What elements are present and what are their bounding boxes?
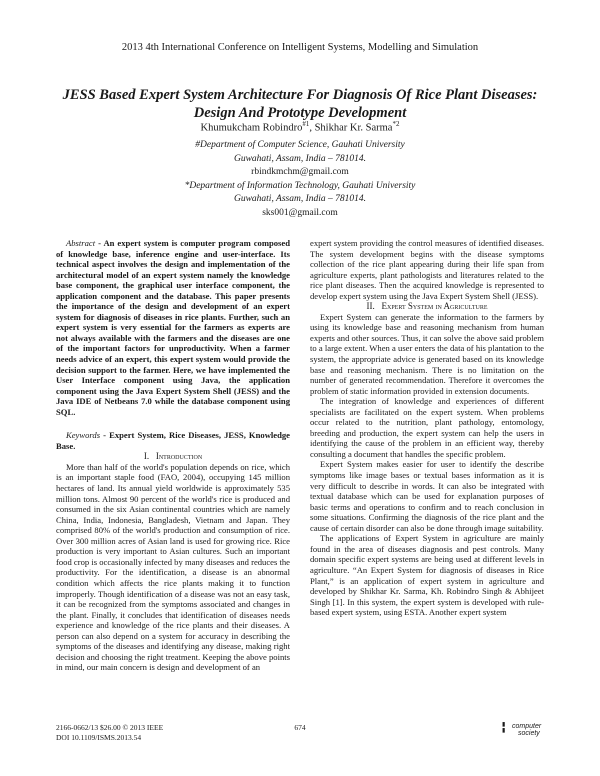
author-1-mark: #1 [302,120,310,128]
section-2-number: II. [366,301,375,312]
logo-mark-icon: ▮ ▮ [502,722,506,734]
author-separator: , Shikhar Kr. Sarma [309,122,393,134]
intro-continuation: expert system providing the control measures of identified diseases. The system development begins with the disease symptoms collection of the rice plant appearing during their life span from agriculture experts, plant pathologists and literatures related to the rice plant diseases. Then the acquired knowledge is represented to develop expert system using the Java Expert System Shell (JESS). [310,238,544,301]
abstract-text: - An expert system is computer program composed of knowledge base, inference engine and user-interface. Its technical aspect involves the design and implementation of the architectural model of an expert system namely the knowledge base component, the graphical user interface component, the application component and the database. This paper presents the importance of the design and development of an expert system for diagnosis of diseases in rice plants. Further, such an expert system is very essential for the farmers as experts are not always available with the farmers and the diseases are one of the important factors for unproductivity. When a farmer needs advice of an expert, this expert system would provide the decision support to the farmer. Here, we have implemented the User Interface component using Java, the application component using the Java Expert System Shell (JESS) and the Java IDE of Netbeans 7.0 while the database component using SQL. [56,238,290,417]
keywords [56,430,290,451]
abstract-label: Abstract [66,238,96,248]
affiliation-2-email: sks001@gmail.com [262,207,338,218]
left-column [56,238,290,673]
right-column [310,238,544,618]
s2-paragraph-4: The applications of Expert System in agriculture are mainly found in the area of diseases diagnosis and pest controls. Many domain specific expert systems are being used at different levels in agriculture. “An Expert System for diagnosis of diseases in Rice Plant,” is an application of expert system in agriculture and developed by Shikhar Kr. Sarma, Kh. Robindro Singh & Abhijeet Singh [1]. In this system, the expert system is developed with rule-based expert system, using ESTA. Another expert system [310,533,544,618]
computer-society-logo [500,720,544,744]
s2-paragraph-3: Expert System makes easier for user to identify the describe symptoms like image bases or textual bases information as it is very difficult to describe in words. It can also be integrated with textual database which can be used for explanation purposes of basic terms and operations to confirm and to reach conclusion in some situations. Confirming the diagnosis of the rice plant and the cause of certain disorder can also be done through image suitability. [310,459,544,533]
keywords-text: - Expert System, Rice Diseases, JESS, Knowledge Base. [56,430,290,451]
logo-text-line2: society [518,730,540,737]
conference-header: 2013 4th International Conference on Intelligent Systems, Modelling and Simulation [121,42,479,53]
footer-publication-info [56,723,163,743]
s2-paragraph-2: The integration of knowledge and experiences of different specialists are facilitated on the expert system. When problems occur related to the nutrition, plant pathology, entomology, breeding and production, the expert system can help the users in identifying the cause of the problem in an efficient way, thereby consulting a document that handles the specific problem. [310,396,544,459]
paper-title: JESS Based Expert System Architecture For Diagnosis Of Rice Plant Diseases: Design And Prototype Development [62,87,538,121]
section-heading-introduction [56,451,290,462]
section-2-title: Expert System in Agriculture [381,301,488,312]
keywords-label: Keywords [66,430,101,441]
footer-isbn: 2166-0662/13 $26.00 © 2013 IEEE [56,723,164,732]
affiliation-1-dept: #Department of Computer Science, Gauhati University [195,140,405,150]
author-2-mark: *2 [392,120,400,128]
logo-text-line1: computer [512,723,542,730]
affiliation-1-address: Guwahati, Assam, India – 781014. [233,153,367,164]
author-1: Khumukcham Robindro [200,122,303,134]
abstract [56,238,290,417]
footer-doi: DOI 10.1109/ISMS.2013.54 [56,733,142,742]
section-1-title: Introduction [155,451,203,462]
affiliation-1-email: rbindkmchm@gmail.com [251,167,349,177]
s2-paragraph-1: Expert System can generate the information to the farmers by using its knowledge base and reasoning mechanism from human experts and other sources. Thus, it can solve the above said problem to a large extent. When a user enters the data of his plantation to the system, the appropriate advice is generated based on its knowledge base and reasoning mechanism. There is no limitation on the number of generated recommendation. Therefore it overcomes the problem of static information provided in extension documents. [310,311,544,396]
section-heading-expert-system [310,301,544,312]
section-1-number: I. [143,451,150,462]
intro-paragraph: More than half of the world's population depends on rice, which is an important staple food (FAO, 2004), occupying 145 million hectares of land. Its annual yield worldwide is approximately 535 million tons. Almost 90 percent of the world's rice is produced and consumed in the six Asian continental countries which are namely China, India, Indonesia, Bangladesh, Vietnam and Japan. They comprised 80% of the world's production and consumption of rice. Over 300 million acres of Asian land is used for growing rice. Rice production is very important to Asian cultures. Such an important food crop is occasionally infected by many diseases and reduces the productivity. For the identification, a disease is an abnormal condition which affects the rice plants making it to function improperly. Though identification of a disease was not an easy task, it can be recognized from the symptoms associated and changes in the plant. Finally, it concludes that identification of diseases needs experience and knowledge of the rice plants and their diseases. A person can also depend on a system for accuracy in describing the symptoms of the diseases and identifying any disease, making right decision and choosing the right treatment. Keeping the above points in mind, our main concern is design and development of an [56,461,290,673]
affiliation-2-dept: *Department of Information Technology, Gauhati University [184,180,416,191]
page-number: 674 [294,723,306,732]
author-line [0,120,600,134]
affiliation-2-address: Guwahati, Assam, India – 781014. [233,194,367,204]
